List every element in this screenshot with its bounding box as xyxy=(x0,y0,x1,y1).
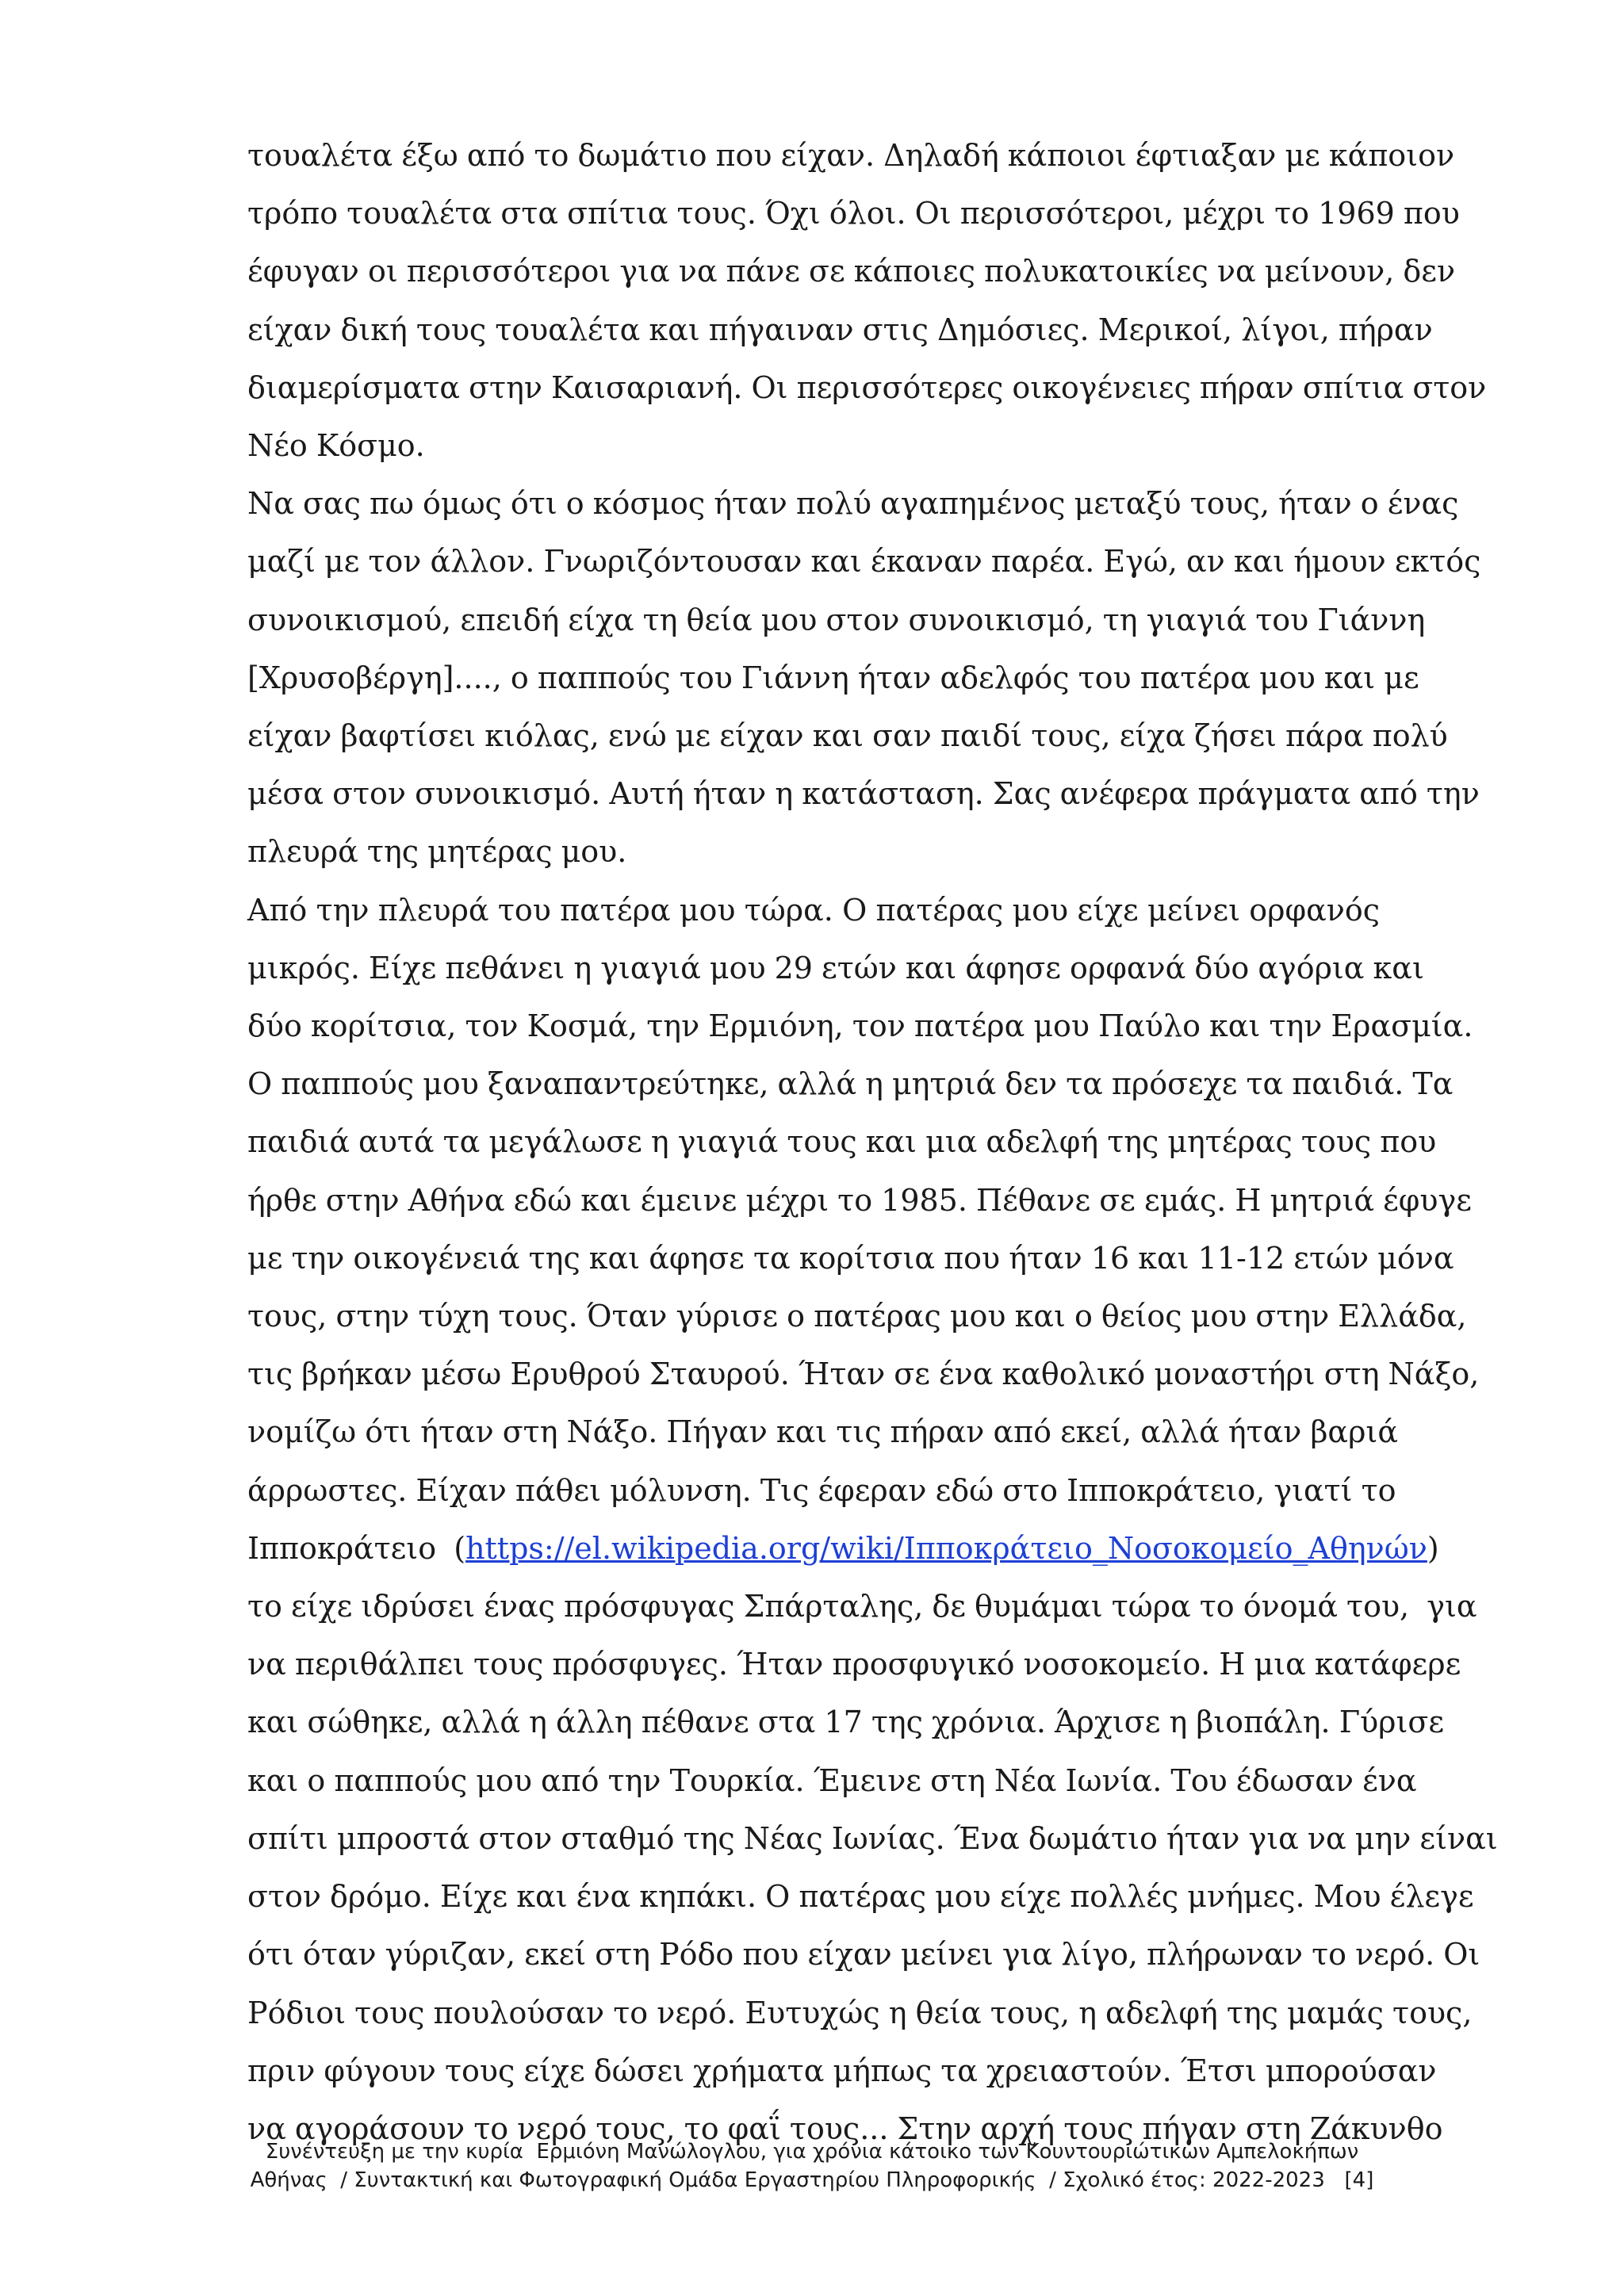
link-line xyxy=(247,1520,1439,1578)
text-line: τους, στην τύχη τους. Όταν γύρισε ο πατέρας μου και ο θείος μου στην Ελλάδα, xyxy=(247,1299,1467,1334)
text-line: δύο κορίτσια, τον Κοσμά, την Ερμιόνη, τον πατέρα μου Παύλο και την Ερασμία. xyxy=(247,1008,1473,1044)
text-line: και ο παππούς μου από την Τουρκία. Έμεινε στη Νέα Ιωνία. Του έδωσαν ένα xyxy=(247,1762,1417,1798)
text-line: να αγοράσουν το νερό τους, το φαΐ τους... Στην αρχή τους πήγαν στη Ζάκυνθο xyxy=(247,2110,1443,2146)
text-line: μέσα στον συνοικισμό. Αυτή ήταν η κατάσταση. Σας ανέφερα πράγματα από την xyxy=(247,776,1480,812)
wikipedia-link[interactable]: https://el.wikipedia.org/wiki/Ιπποκράτειο_Νοσοκομείο_Αθηνών xyxy=(465,1530,1427,1566)
text-line: και σώθηκε, αλλά η άλλη πέθανε στα 17 της χρόνια. Άρχισε η βιοπάλη. Γύρισε xyxy=(247,1705,1445,1740)
text-line: Νέο Κόσμο. xyxy=(247,428,425,464)
text-line: Ρόδιοι τους πουλούσαν το νερό. Ευτυχώς η θεία τους, η αδελφή της μαμάς τους, xyxy=(247,1995,1473,2030)
text-line: Να σας πω όμως ότι ο κόσμος ήταν πολύ αγαπημένος μεταξύ τους, ήταν ο ένας xyxy=(247,486,1459,522)
text-line: διαμερίσματα στην Καισαριανή. Οι περισσότερες οικογένειες πήραν σπίτια στον xyxy=(247,369,1487,405)
text-line: είχαν δική τους τουαλέτα και πήγαιναν στις Δημόσιες. Μερικοί, λίγοι, πήραν xyxy=(247,312,1433,347)
link-prefix-text: Ιπποκράτειο ( xyxy=(247,1530,466,1566)
text-line: Ο παππούς μου ξαναπαντρεύτηκε, αλλά η μητριά δεν τα πρόσεχε τα παιδιά. Τα xyxy=(247,1066,1454,1102)
text-line: μικρός. Είχε πεθάνει η γιαγιά μου 29 ετών και άφησε ορφανά δύο αγόρια και xyxy=(247,950,1424,985)
text-line: με την οικογένειά της και άφησε τα κορίτσια που ήταν 16 και 11-12 ετών μόνα xyxy=(247,1240,1454,1276)
paragraph-father xyxy=(247,882,1498,2158)
text-line: Από την πλευρά του πατέρα μου τώρα. Ο πατέρας μου είχε μείνει ορφανός xyxy=(247,892,1380,928)
text-line: μαζί με τον άλλον. Γνωριζόντουσαν και έκαναν παρέα. Εγώ, αν και ήμουν εκτός xyxy=(247,544,1481,580)
footer-line-2: Αθήνας / Συντακτική και Φωτογραφική Ομάδα Εργαστηρίου Πληροφορικής / Σχολικό έτος: 2022-2023 [4] xyxy=(250,2168,1374,2192)
text-line: [Χρυσοβέργη]...., ο παππούς του Γιάννη ήταν αδελφός του πατέρα μου και με xyxy=(247,660,1419,695)
text-line: άρρωστες. Είχαν πάθει μόλυνση. Τις έφεραν εδώ στο Ιπποκράτειο, γιατί το xyxy=(247,1472,1396,1508)
text-line: πριν φύγουν τους είχε δώσει χρήματα μήπως τα χρειαστούν. Έτσι μπορούσαν xyxy=(247,2053,1437,2088)
text-line: στον δρόμο. Είχε και ένα κηπάκι. Ο πατέρας μου είχε πολλές μνήμες. Μου έλεγε xyxy=(247,1879,1474,1915)
link-suffix-text: ) xyxy=(1427,1530,1439,1566)
paragraph-toilets xyxy=(247,127,1487,475)
text-line: πλευρά της μητέρας μου. xyxy=(247,834,627,870)
text-line: ότι όταν γύριζαν, εκεί στη Ρόδο που είχαν μείνει για λίγο, πλήρωναν το νερό. Οι xyxy=(247,1937,1480,1973)
text-line: τουαλέτα έξω από το δωμάτιο που είχαν. Δηλαδή κάποιοι έφτιαξαν με κάποιον xyxy=(247,138,1455,173)
text-line: νομίζω ότι ήταν στη Νάξο. Πήγαν και τις πήραν από εκεί, αλλά ήταν βαριά xyxy=(247,1414,1398,1450)
paragraph-community xyxy=(247,475,1481,881)
page-footer xyxy=(0,2137,1624,2195)
footer-line-1: Συνέντευξη με την κυρία Ερμιόνη Μανώλογλου, για χρόνια κάτοικο των Κουντουριώτικων Αμπελοκήπων xyxy=(265,2140,1359,2164)
text-line: έφυγαν οι περισσότεροι για να πάνε σε κάποιες πολυκατοικίες να μείνουν, δεν xyxy=(247,254,1456,289)
text-line: να περιθάλπει τους πρόσφυγες. Ήταν προσφυγικό νοσοκομείο. Η μια κατάφερε xyxy=(247,1647,1461,1682)
text-line: συνοικισμού, επειδή είχα τη θεία μου στον συνοικισμό, τη γιαγιά του Γιάννη xyxy=(247,602,1426,637)
text-line: τις βρήκαν μέσω Ερυθρού Σταυρού. Ήταν σε ένα καθολικό μοναστήρι στη Νάξο, xyxy=(247,1357,1480,1392)
text-line: ήρθε στην Αθήνα εδώ και έμεινε μέχρι το 1985. Πέθανε σε εμάς. Η μητριά έφυγε xyxy=(247,1182,1472,1218)
document-body xyxy=(247,127,1498,2158)
text-line: τρόπο τουαλέτα στα σπίτια τους. Όχι όλοι. Οι περισσότεροι, μέχρι το 1969 που xyxy=(247,196,1460,232)
text-line: το είχε ιδρύσει ένας πρόσφυγας Σπάρταλης, δε θυμάμαι τώρα το όνομά του, για xyxy=(247,1589,1477,1624)
text-line: σπίτι μπροστά στον σταθμό της Νέας Ιωνίας. Ένα δωμάτιο ήταν για να μην είναι xyxy=(247,1820,1498,1856)
text-line: παιδιά αυτά τα μεγάλωσε η γιαγιά τους και μια αδελφή της μητέρας τους που xyxy=(247,1124,1437,1160)
text-line: είχαν βαφτίσει κιόλας, ενώ με είχαν και σαν παιδί τους, είχα ζήσει πάρα πολύ xyxy=(247,718,1448,754)
